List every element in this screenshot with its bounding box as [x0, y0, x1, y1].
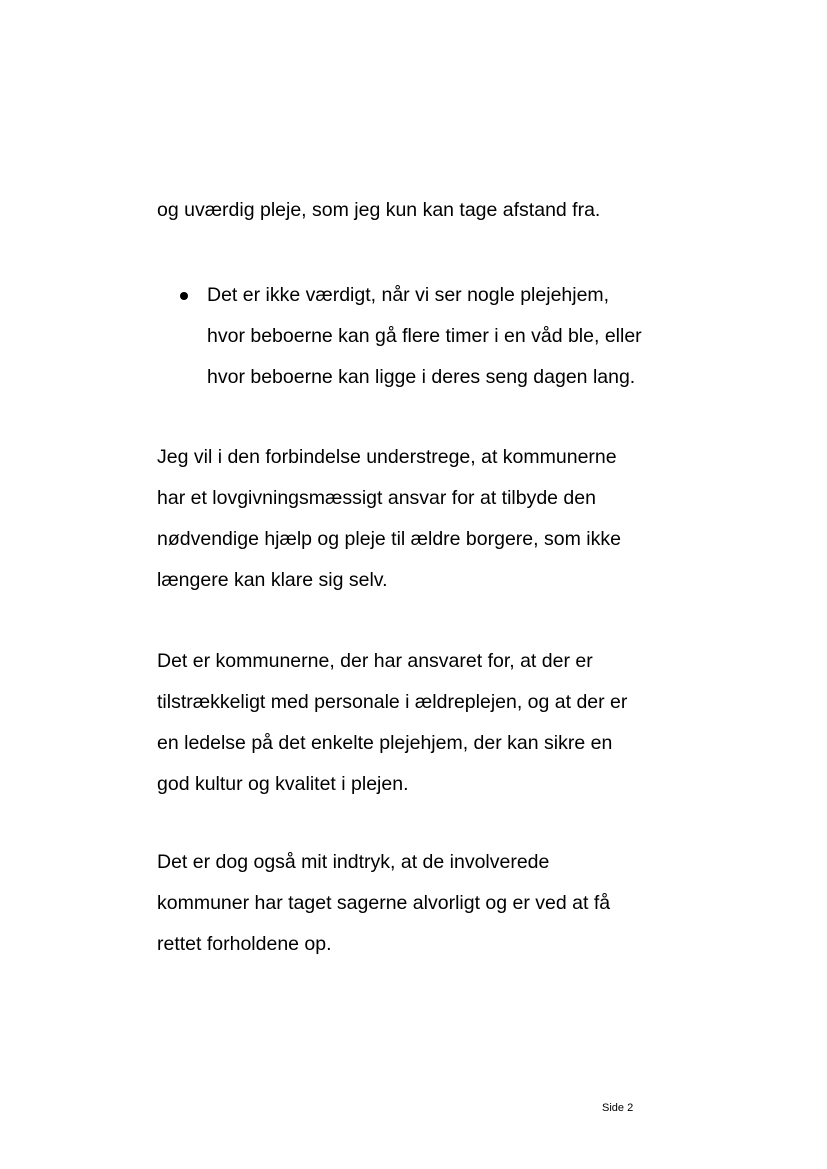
- bullet-line: hvor beboerne kan gå flere timer i en våd ble, eller: [207, 325, 642, 347]
- paragraph-line: kommuner har taget sagerne alvorligt og er ved at få: [157, 892, 611, 914]
- paragraph-line: rettet forholdene op.: [157, 933, 332, 955]
- bullet-text: [207, 275, 642, 398]
- bullet-line: Det er ikke værdigt, når vi ser nogle plejehjem,: [207, 284, 610, 306]
- paragraph-line: Det er kommunerne, der har ansvaret for, at der er: [157, 650, 593, 672]
- paragraph-4: [157, 842, 697, 965]
- paragraph-3: [157, 641, 697, 805]
- paragraph-line: god kultur og kvalitet i plejen.: [157, 773, 409, 795]
- paragraph-line: længere kan klare sig selv.: [157, 569, 388, 591]
- bullet-icon: [180, 292, 188, 300]
- paragraph-line: Jeg vil i den forbindelse understrege, at kommunerne: [157, 446, 617, 468]
- paragraph-line: og uværdig pleje, som jeg kun kan tage afstand fra.: [157, 199, 601, 221]
- bullet-line: hvor beboerne kan ligge i deres seng dagen lang.: [207, 366, 636, 388]
- paragraph-line: en ledelse på det enkelte plejehjem, der kan sikre en: [157, 732, 613, 754]
- paragraph-line: Det er dog også mit indtryk, at de involverede: [157, 851, 550, 873]
- paragraph-line: nødvendige hjælp og pleje til ældre borgere, som ikke: [157, 528, 621, 550]
- paragraph-2: [157, 437, 697, 601]
- paragraph-1: [157, 190, 697, 231]
- page-number: Side 2: [602, 1102, 634, 1114]
- paragraph-line: tilstrækkeligt med personale i ældreplejen, og at der er: [157, 691, 628, 713]
- paragraph-line: har et lovgivningsmæssigt ansvar for at tilbyde den: [157, 487, 596, 509]
